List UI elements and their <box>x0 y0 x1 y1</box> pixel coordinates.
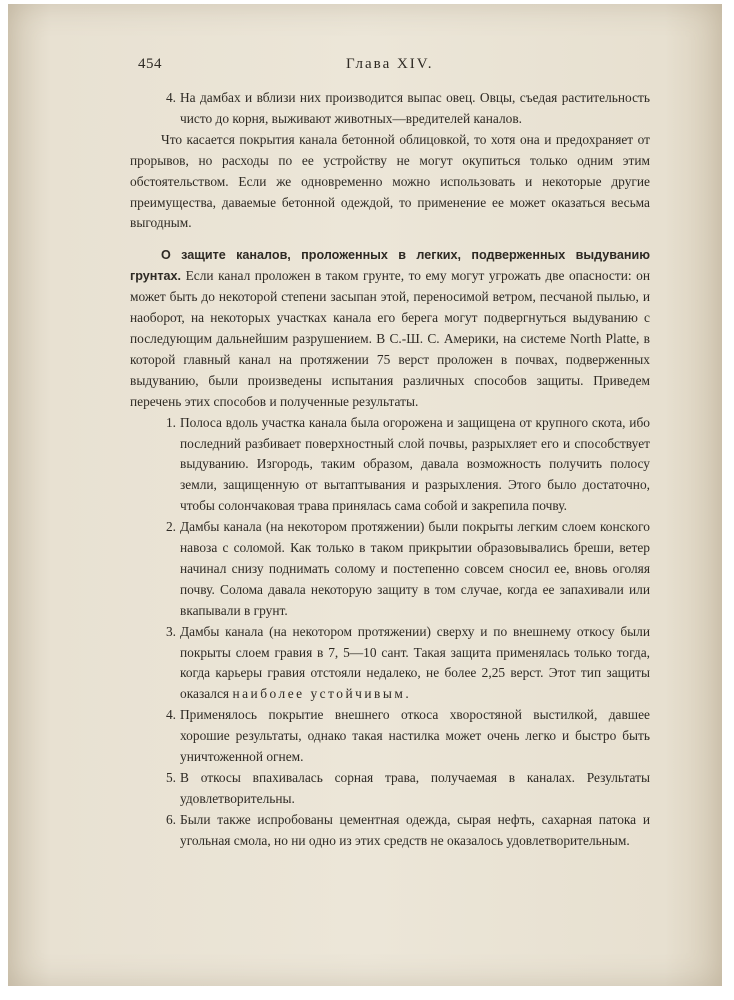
item-text: Применялось покрытие внешнего откоса хворостяной выстилкой, давшее хорошие результаты, однако такая настилка может очень легко и быстро быть уничтоженной огнем. <box>180 707 650 765</box>
running-head: Глава XIV. <box>346 56 434 72</box>
page-body <box>130 88 650 852</box>
item-text: Полоса вдоль участка канала была огорожена и защищена от крупного скота, ибо последний разбивает поверхностный слой почвы, разрыхляет его и способствует выдуванию. Изгородь, таким образом, давала возможность получить полосу земли, защищенную от вытаптывания и разрыхления. Этого было достаточно, чтобы солончаковая трава принялась сама собой и закрепила почву. <box>180 414 650 514</box>
list-item <box>130 768 650 810</box>
item-text: На дамбах и вблизи них производится выпас овец. Овцы, съедая растительность чисто до корня, выживают животных—вредителей каналов. <box>180 90 650 126</box>
page-header <box>138 56 448 80</box>
item-text-end: . <box>405 686 409 702</box>
item-text: Были также испробованы цементная одежда, сырая нефть, сахарная патока и угольная смола, но ни одно из этих средств не оказалось удовлетворительным. <box>180 811 650 848</box>
emphasis-text: наиболее устойчивым <box>232 686 406 702</box>
item-number: 4. <box>165 707 176 723</box>
section-heading: О защите каналов, проложенных в легких, подверженных выдуванию грунтах. <box>130 248 650 284</box>
section-text: Если канал проложен в таком грунте, то ему могут угрожать две опасности: он может быть до некоторой степени засыпан этой, переносимой ветром, песчаной пылью, и наоборот, на некоторых участках канала его берега могут подвергнуться выдуванию с последующим дальнейшим разрушением. В С.-Ш. С. Америки, на системе North Platte, в которой главный канал на протяжении 75 верст проложен в почвах, подверженных выдуванию, были произведены испытания различных способов защиты. Приведем перечень этих способов и полученные результаты. <box>130 268 650 409</box>
item-number: 6. <box>165 811 176 827</box>
list-item <box>130 705 650 768</box>
item-text: Дамбы канала (на некотором протяжении) сверху и по внешнему откосу были покрыты слоем гравия в 7, 5—10 сант. Такая защита применялась только тогда, когда карьеры гравия отстояли недалеко, не более 2,25 верст. Этот тип защиты оказался <box>180 623 650 702</box>
item-text: Дамбы канала (на некотором протяжении) были покрыты легким слоем конского навоза с соломой. Как только в таком прикрытии образовывались бреши, ветер начинал снизу поднимать солому и постепенно совсем сносил ее, вновь оголяя почву. Солома давала некоторую защиту в том случае, когда ее запахивали или вкапывали в грунт. <box>180 519 650 618</box>
item-number: 4. <box>165 90 176 105</box>
item-text-wrapper <box>180 622 650 706</box>
item-text: В откосы впахивалась сорная трава, получаемая в каналах. Результаты удовлетворительны. <box>180 770 650 806</box>
list-item <box>130 810 650 852</box>
list-item <box>130 517 650 622</box>
section-paragraph <box>130 245 650 412</box>
list-item <box>130 413 650 518</box>
list-item <box>130 622 650 706</box>
page-number: 454 <box>138 56 162 72</box>
item-number: 1. <box>165 414 176 430</box>
item-number: 2. <box>165 519 176 535</box>
list-item <box>130 88 650 130</box>
item-number: 5. <box>165 770 176 785</box>
item-number: 3. <box>165 623 176 639</box>
paragraph: Что касается покрытия канала бетонной облицовкой, то хотя она и предохраняет от прорывов, но расходы по ее устройству не могут окупиться только одним этим обстоятельством. Если же одновременно можно использовать и некоторые другие преимущества, даваемые бетонной одеждой, то применение ее может оказаться весьма выгодным. <box>130 131 650 231</box>
